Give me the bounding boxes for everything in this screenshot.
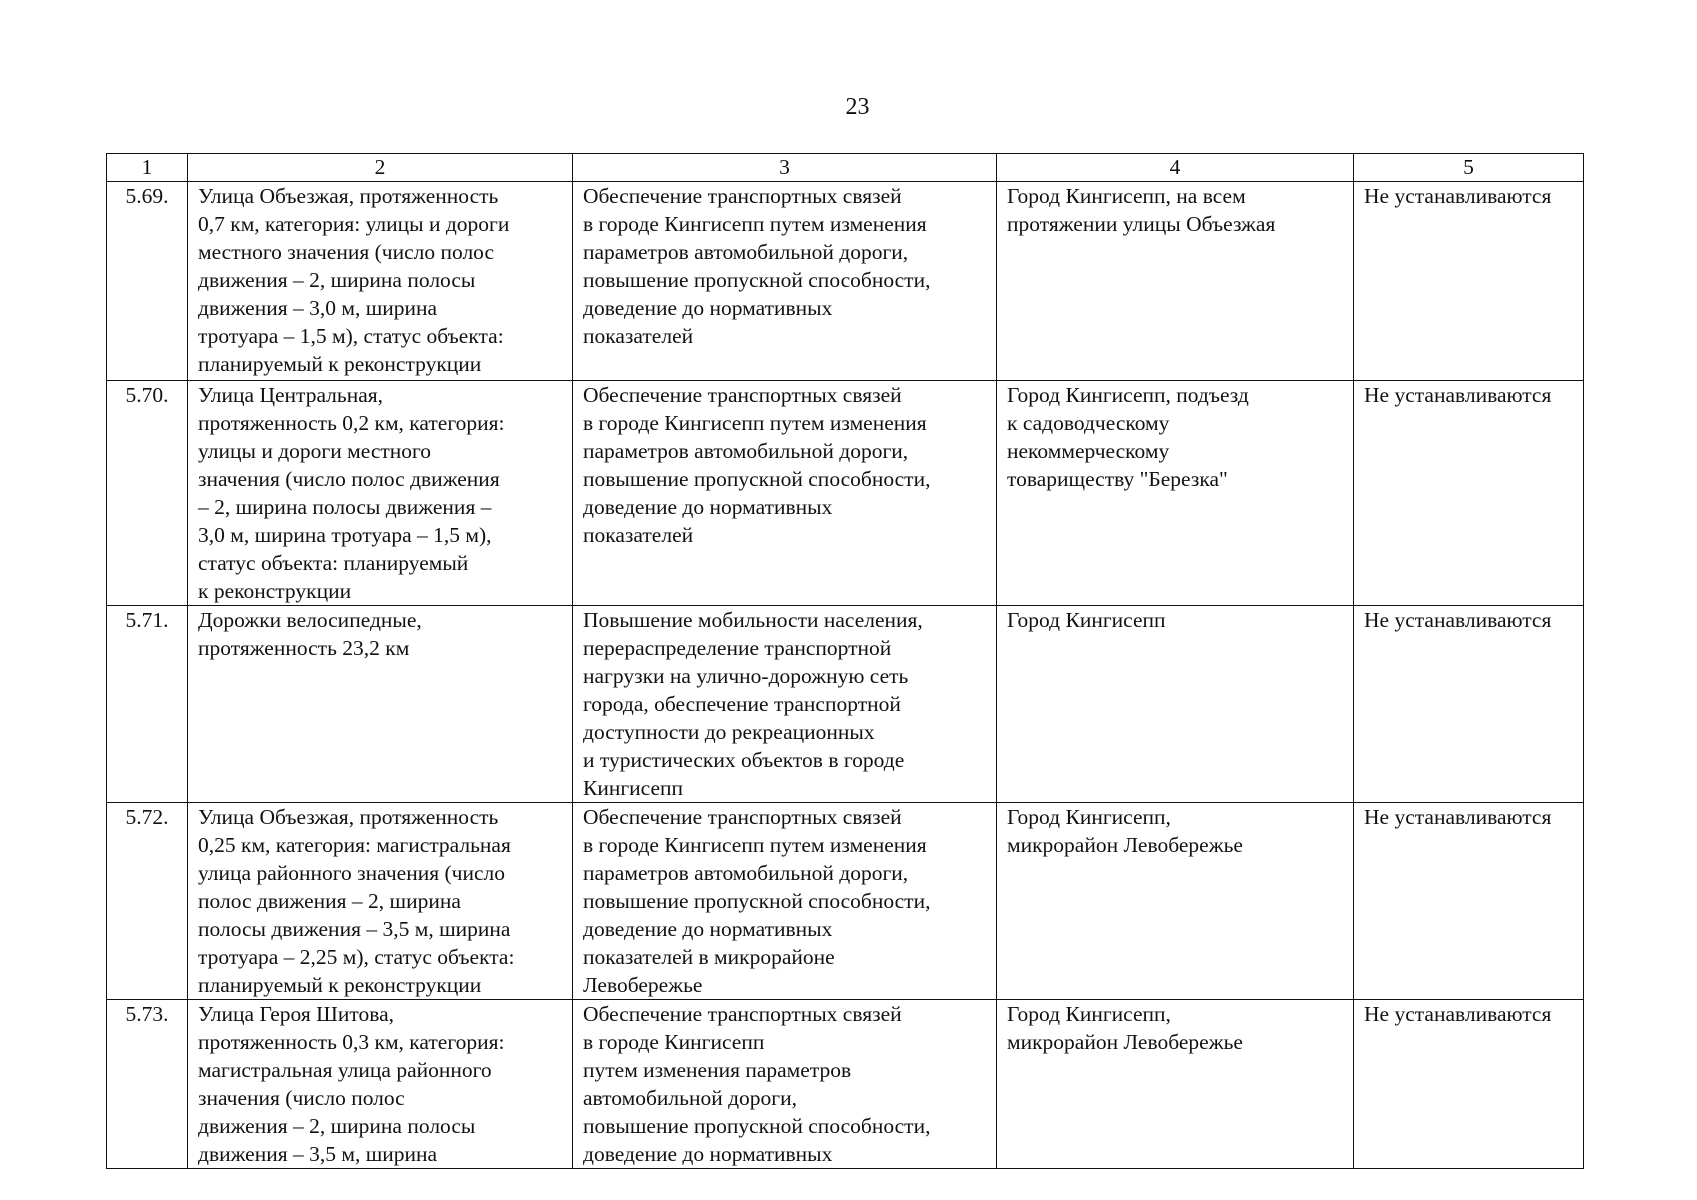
text-line: к реконструкции bbox=[198, 579, 352, 603]
text-line: Улица Объезжая, протяженность bbox=[198, 184, 499, 208]
text-line: планируемый к реконструкции bbox=[198, 973, 482, 997]
text-line: доведение до нормативных bbox=[583, 296, 833, 320]
text-line: в городе Кингисепп bbox=[583, 1030, 765, 1054]
table-row bbox=[107, 606, 1584, 803]
purpose-cell bbox=[573, 381, 997, 606]
object-description-cell bbox=[188, 182, 573, 381]
zone-cell: Не устанавливаются bbox=[1354, 182, 1584, 381]
text-line: тротуара – 1,5 м), статус объекта: bbox=[198, 324, 504, 348]
text-line: параметров автомобильной дороги, bbox=[583, 240, 909, 264]
text-line: 3,0 м, ширина тротуара – 1,5 м), bbox=[198, 523, 492, 547]
object-description-cell bbox=[188, 606, 573, 803]
text-line: полосы движения – 3,5 м, ширина bbox=[198, 917, 511, 941]
purpose-cell bbox=[573, 606, 997, 803]
header-col-5: 5 bbox=[1354, 154, 1584, 182]
text-line: Улица Героя Шитова, bbox=[198, 1002, 394, 1026]
text-line: в городе Кингисепп путем изменения bbox=[583, 212, 927, 236]
page-number: 23 bbox=[845, 94, 870, 120]
text-line: параметров автомобильной дороги, bbox=[583, 861, 909, 885]
text-line: города, обеспечение транспортной bbox=[583, 692, 901, 716]
text-line: магистральная улица районного bbox=[198, 1058, 492, 1082]
text-line: Левобережье bbox=[583, 973, 703, 997]
text-line: перераспределение транспортной bbox=[583, 636, 892, 660]
row-number: 5.70. bbox=[107, 381, 188, 606]
text-line: 0,25 км, категория: магистральная bbox=[198, 833, 511, 857]
text-line: движения – 3,5 м, ширина bbox=[198, 1142, 438, 1166]
object-description-cell bbox=[188, 1000, 573, 1169]
text-line: полос движения – 2, ширина bbox=[198, 889, 461, 913]
text-line: микрорайон Левобережье bbox=[1007, 1030, 1243, 1054]
text-line: Обеспечение транспортных связей bbox=[583, 383, 902, 407]
text-line: путем изменения параметров bbox=[583, 1058, 852, 1082]
text-line: протяжении улицы Объезжая bbox=[1007, 212, 1276, 236]
row-number: 5.69. bbox=[107, 182, 188, 381]
text-line: Город Кингисепп, bbox=[1007, 805, 1171, 829]
text-line: Город Кингисепп, на всем bbox=[1007, 184, 1246, 208]
text-line: доступности до рекреационных bbox=[583, 720, 875, 744]
text-line: значения (число полос bbox=[198, 1086, 405, 1110]
text-line: в городе Кингисепп путем изменения bbox=[583, 833, 927, 857]
text-line: Город Кингисепп, подъезд bbox=[1007, 383, 1249, 407]
table-row bbox=[107, 803, 1584, 1000]
text-line: показателей в микрорайоне bbox=[583, 945, 835, 969]
text-line: статус объекта: планируемый bbox=[198, 551, 469, 575]
zone-cell: Не устанавливаются bbox=[1354, 381, 1584, 606]
text-line: протяженность 0,2 км, категория: bbox=[198, 411, 505, 435]
text-line: улица районного значения (число bbox=[198, 861, 505, 885]
text-line: товариществу "Березка" bbox=[1007, 467, 1228, 491]
table-row bbox=[107, 182, 1584, 381]
text-line: нагрузки на улично-дорожную сеть bbox=[583, 664, 909, 688]
zone-cell: Не устанавливаются bbox=[1354, 606, 1584, 803]
header-col-1: 1 bbox=[107, 154, 188, 182]
text-line: Улица Объезжая, протяженность bbox=[198, 805, 499, 829]
text-line: Обеспечение транспортных связей bbox=[583, 805, 902, 829]
row-number: 5.73. bbox=[107, 1000, 188, 1169]
table-header-row bbox=[107, 154, 1584, 182]
location-cell bbox=[997, 606, 1354, 803]
text-line: доведение до нормативных bbox=[583, 495, 833, 519]
header-col-3: 3 bbox=[573, 154, 997, 182]
text-line: Обеспечение транспортных связей bbox=[583, 184, 902, 208]
object-description-cell bbox=[188, 381, 573, 606]
text-line: доведение до нормативных bbox=[583, 917, 833, 941]
text-line: автомобильной дороги, bbox=[583, 1086, 797, 1110]
objects-table bbox=[106, 153, 1584, 1169]
text-line: микрорайон Левобережье bbox=[1007, 833, 1243, 857]
text-line: протяженность 23,2 км bbox=[198, 636, 410, 660]
text-line: повышение пропускной способности, bbox=[583, 467, 931, 491]
table-row bbox=[107, 1000, 1584, 1169]
text-line: 0,7 км, категория: улицы и дороги bbox=[198, 212, 510, 236]
text-line: улицы и дороги местного bbox=[198, 439, 432, 463]
object-description-cell bbox=[188, 803, 573, 1000]
location-cell bbox=[997, 803, 1354, 1000]
location-cell bbox=[997, 1000, 1354, 1169]
purpose-cell bbox=[573, 182, 997, 381]
purpose-cell bbox=[573, 803, 997, 1000]
table-row bbox=[107, 381, 1584, 606]
text-line: показателей bbox=[583, 523, 694, 547]
text-line: тротуара – 2,25 м), статус объекта: bbox=[198, 945, 515, 969]
text-line: движения – 2, ширина полосы bbox=[198, 1114, 476, 1138]
text-line: местного значения (число полос bbox=[198, 240, 495, 264]
text-line: параметров автомобильной дороги, bbox=[583, 439, 909, 463]
text-line: показателей bbox=[583, 324, 694, 348]
purpose-cell bbox=[573, 1000, 997, 1169]
text-line: к садоводческому bbox=[1007, 411, 1170, 435]
text-line: планируемый к реконструкции bbox=[198, 352, 482, 376]
location-cell bbox=[997, 182, 1354, 381]
text-line: повышение пропускной способности, bbox=[583, 268, 931, 292]
text-line: повышение пропускной способности, bbox=[583, 889, 931, 913]
text-line: Город Кингисепп bbox=[1007, 608, 1166, 632]
text-line: в городе Кингисепп путем изменения bbox=[583, 411, 927, 435]
text-line: и туристических объектов в городе bbox=[583, 748, 905, 772]
header-col-2: 2 bbox=[188, 154, 573, 182]
text-line: значения (число полос движения bbox=[198, 467, 500, 491]
text-line: – 2, ширина полосы движения – bbox=[198, 495, 492, 519]
text-line: повышение пропускной способности, bbox=[583, 1114, 931, 1138]
text-line: некоммерческому bbox=[1007, 439, 1170, 463]
row-number: 5.72. bbox=[107, 803, 188, 1000]
text-line: доведение до нормативных bbox=[583, 1142, 833, 1166]
text-line: движения – 2, ширина полосы bbox=[198, 268, 476, 292]
text-line: движения – 3,0 м, ширина bbox=[198, 296, 438, 320]
text-line: Повышение мобильности населения, bbox=[583, 608, 923, 632]
text-line: Дорожки велосипедные, bbox=[198, 608, 422, 632]
zone-cell: Не устанавливаются bbox=[1354, 803, 1584, 1000]
text-line: Улица Центральная, bbox=[198, 383, 384, 407]
header-col-4: 4 bbox=[997, 154, 1354, 182]
text-line: протяженность 0,3 км, категория: bbox=[198, 1030, 505, 1054]
zone-cell: Не устанавливаются bbox=[1354, 1000, 1584, 1169]
text-line: Кингисепп bbox=[583, 776, 684, 800]
text-line: Город Кингисепп, bbox=[1007, 1002, 1171, 1026]
location-cell bbox=[997, 381, 1354, 606]
text-line: Обеспечение транспортных связей bbox=[583, 1002, 902, 1026]
row-number: 5.71. bbox=[107, 606, 188, 803]
